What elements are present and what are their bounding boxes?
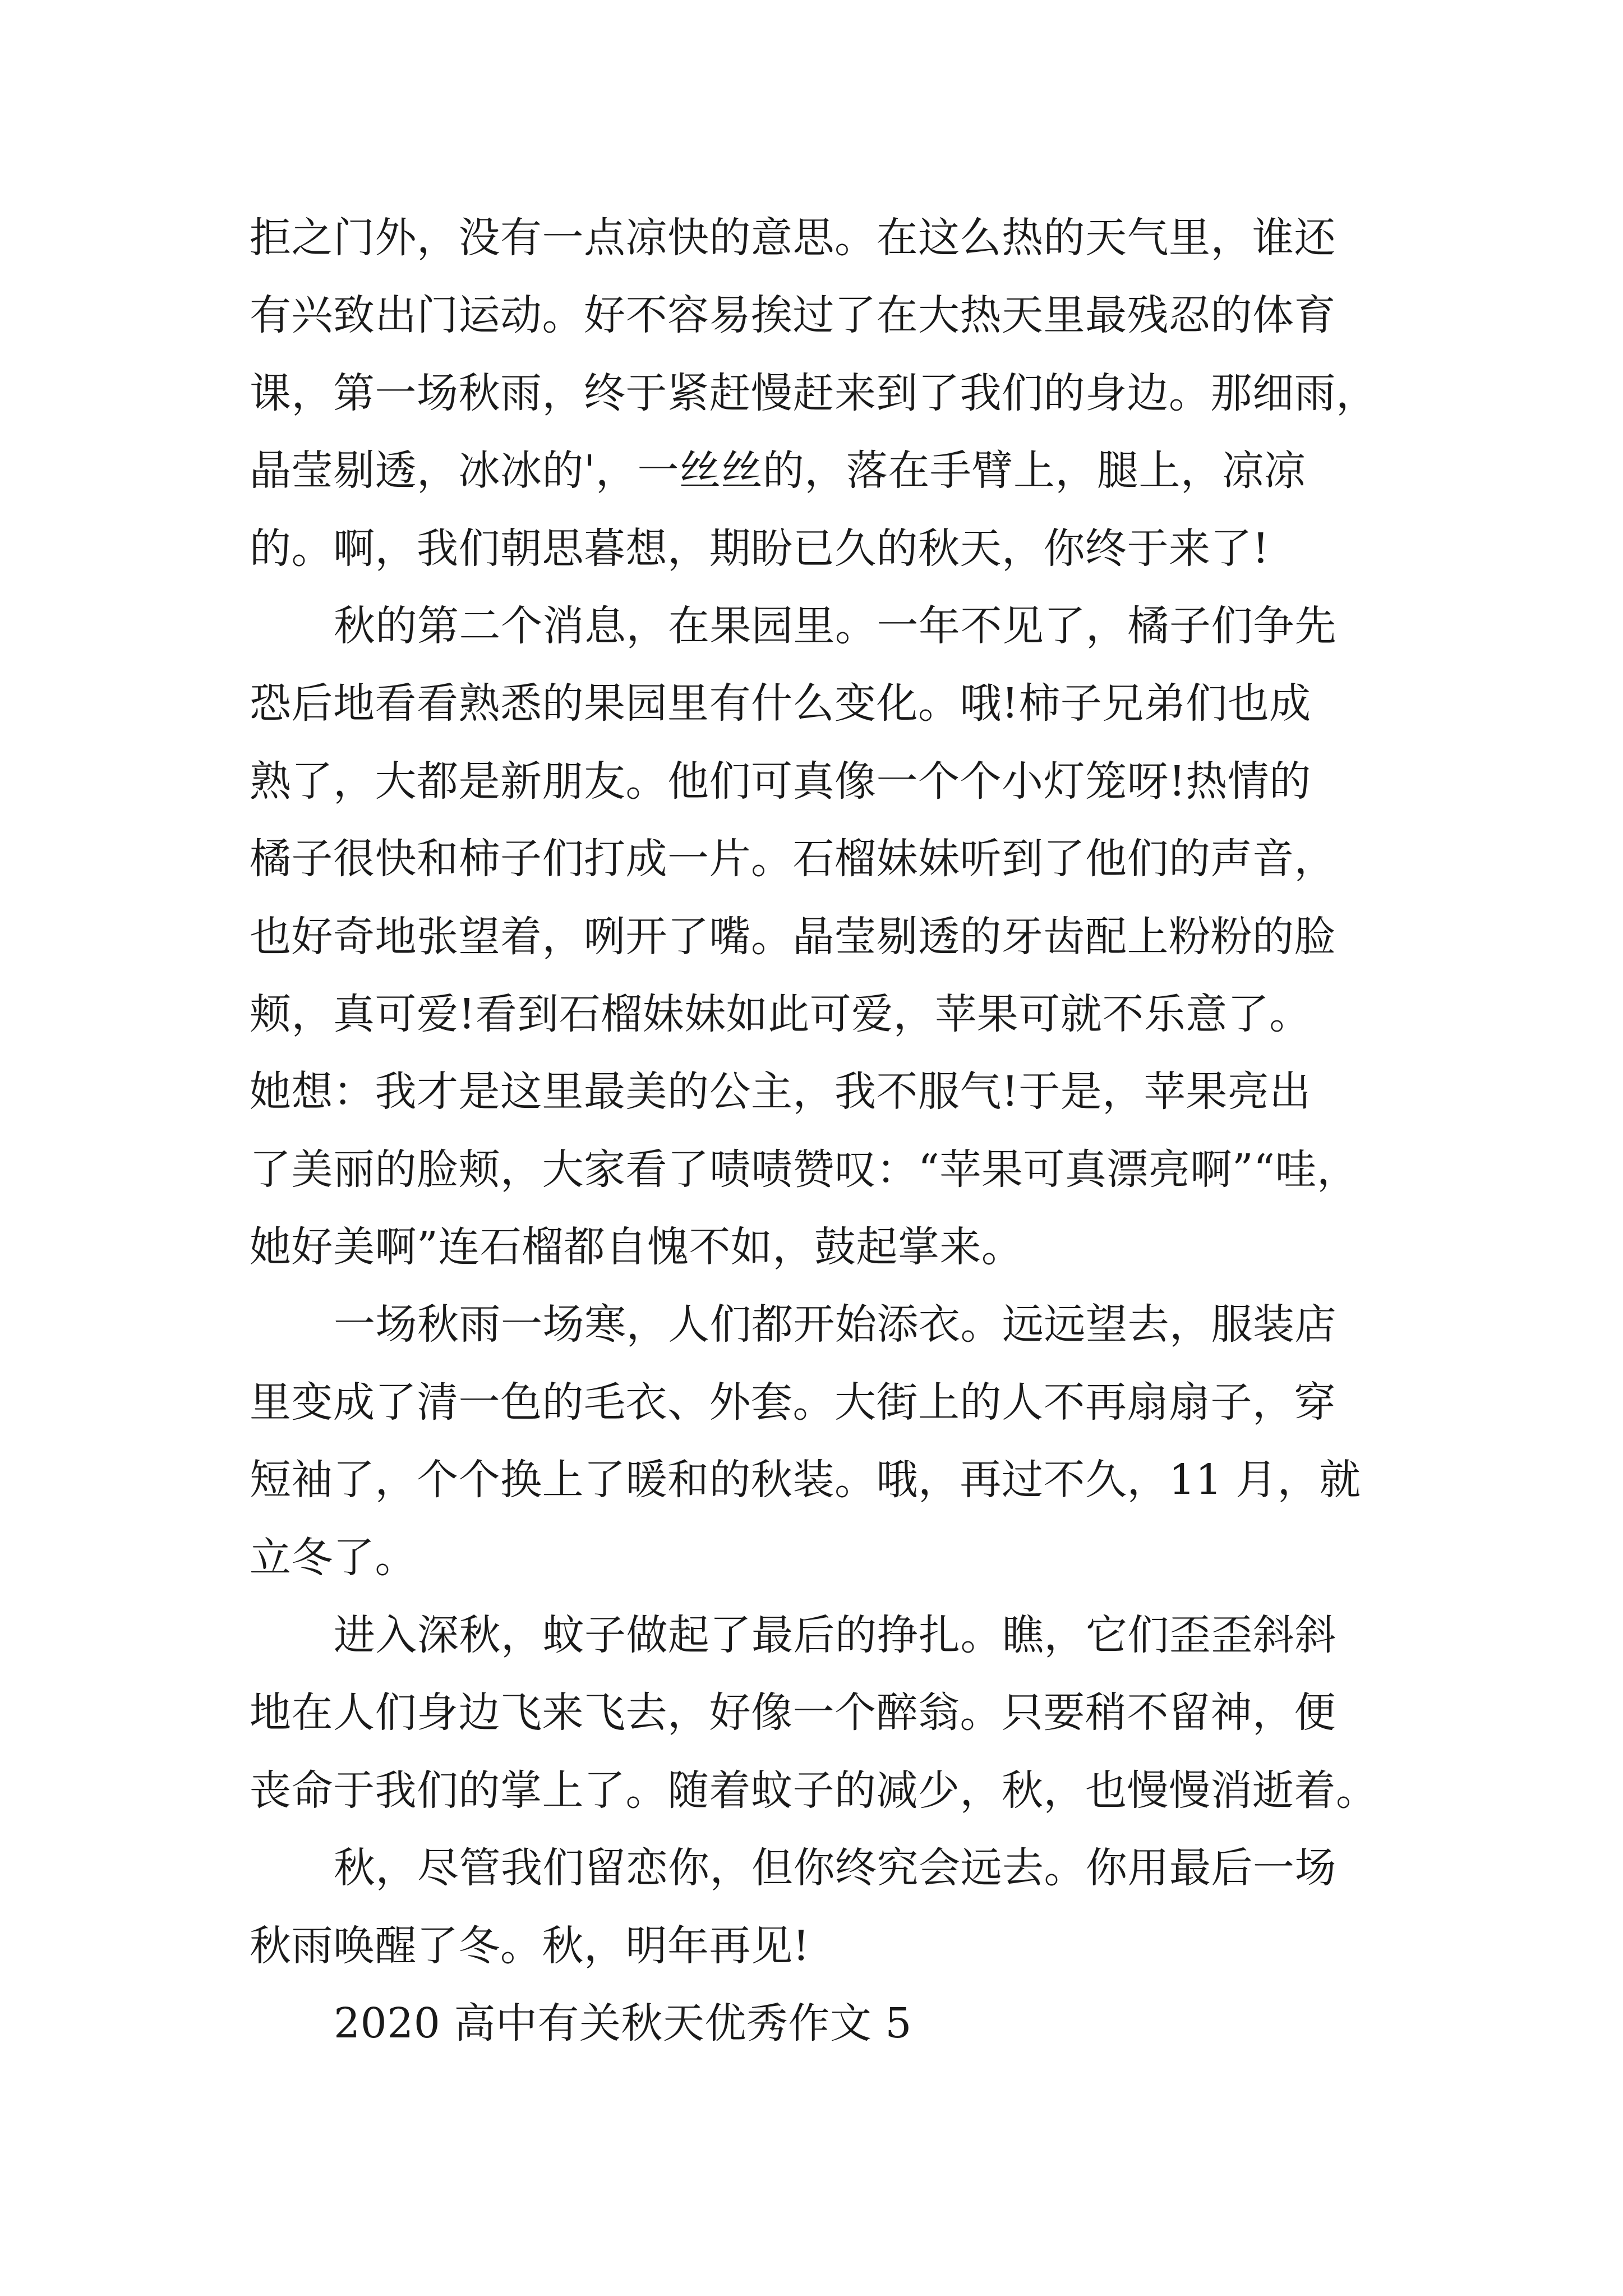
- text-line: 秋，尽管我们留恋你，但你终究会远去。你用最后一场: [334, 1844, 1336, 1893]
- text-line: 也好奇地张望着，咧开了嘴。晶莹剔透的牙齿配上粉粉的脸: [250, 912, 1336, 961]
- text-line: 橘子很快和柿子们打成一片。石榴妹妹听到了他们的声音，: [250, 835, 1336, 884]
- text-line: 秋的第二个消息，在果园里。一年不见了，橘子们争先: [334, 601, 1336, 650]
- text-line: 她想：我才是这里最美的公主，我不服气!于是，苹果亮出: [250, 1068, 1311, 1116]
- essay-body: [250, 199, 1382, 2062]
- text-line: 恐后地看看熟悉的果园里有什么变化。哦!柿子兄弟们也成: [250, 679, 1311, 728]
- text-line: 熟了，大都是新朋友。他们可真像一个个小灯笼呀!热情的: [250, 757, 1311, 806]
- text-line: 她好美啊”连石榴都自愧不如，鼓起掌来。: [250, 1223, 1023, 1272]
- text-line: 有兴致出门运动。好不容易挨过了在大热天里最残忍的体育: [250, 291, 1336, 340]
- paragraph-5: [250, 1829, 1382, 1985]
- text-line: 秋雨唤醒了冬。秋，明年再见!: [250, 1921, 810, 1970]
- paragraph-2: [250, 587, 1382, 1286]
- text-line: 里变成了清一色的毛衣、外套。大街上的人不再扇扇子，穿: [250, 1378, 1336, 1427]
- text-line: 晶莹剔透，冰冰的'，一丝丝的，落在手臂上，腿上，凉凉: [250, 447, 1306, 495]
- text-line: 了美丽的脸颊，大家看了啧啧赞叹：“苹果可真漂亮啊”“哇，: [250, 1145, 1359, 1194]
- text-line: 进入深秋，蚊子做起了最后的挣扎。瞧，它们歪歪斜斜: [334, 1611, 1336, 1660]
- paragraph-4: [250, 1596, 1382, 1829]
- text-line: 丧命于我们的掌上了。随着蚊子的减少，秋，也慢慢消逝着。: [250, 1766, 1378, 1815]
- text-line: 立冬了。: [250, 1533, 417, 1582]
- text-line: 颊，真可爱!看到石榴妹妹如此可爱，苹果可就不乐意了。: [250, 990, 1311, 1038]
- text-line: 课，第一场秋雨，终于紧赶慢赶来到了我们的身边。那细雨，: [250, 369, 1378, 417]
- text-line: 拒之门外，没有一点凉快的意思。在这么热的天气里，谁还: [250, 214, 1336, 262]
- text-line: 短袖了，个个换上了暖和的秋装。哦，再过不久，11 月，就: [250, 1456, 1361, 1504]
- text-line: 一场秋雨一场寒，人们都开始添衣。远远望去，服装店: [334, 1300, 1336, 1349]
- text-line: 的。啊，我们朝思暮想，期盼已久的秋天，你终于来了!: [250, 524, 1270, 573]
- paragraph-1: [250, 199, 1382, 587]
- text-line: 地在人们身边飞来飞去，好像一个醉翁。只要稍不留神，便: [250, 1688, 1336, 1737]
- next-essay-heading: 2020 高中有关秋天优秀作文 5: [334, 1999, 912, 2047]
- paragraph-3: [250, 1286, 1382, 1596]
